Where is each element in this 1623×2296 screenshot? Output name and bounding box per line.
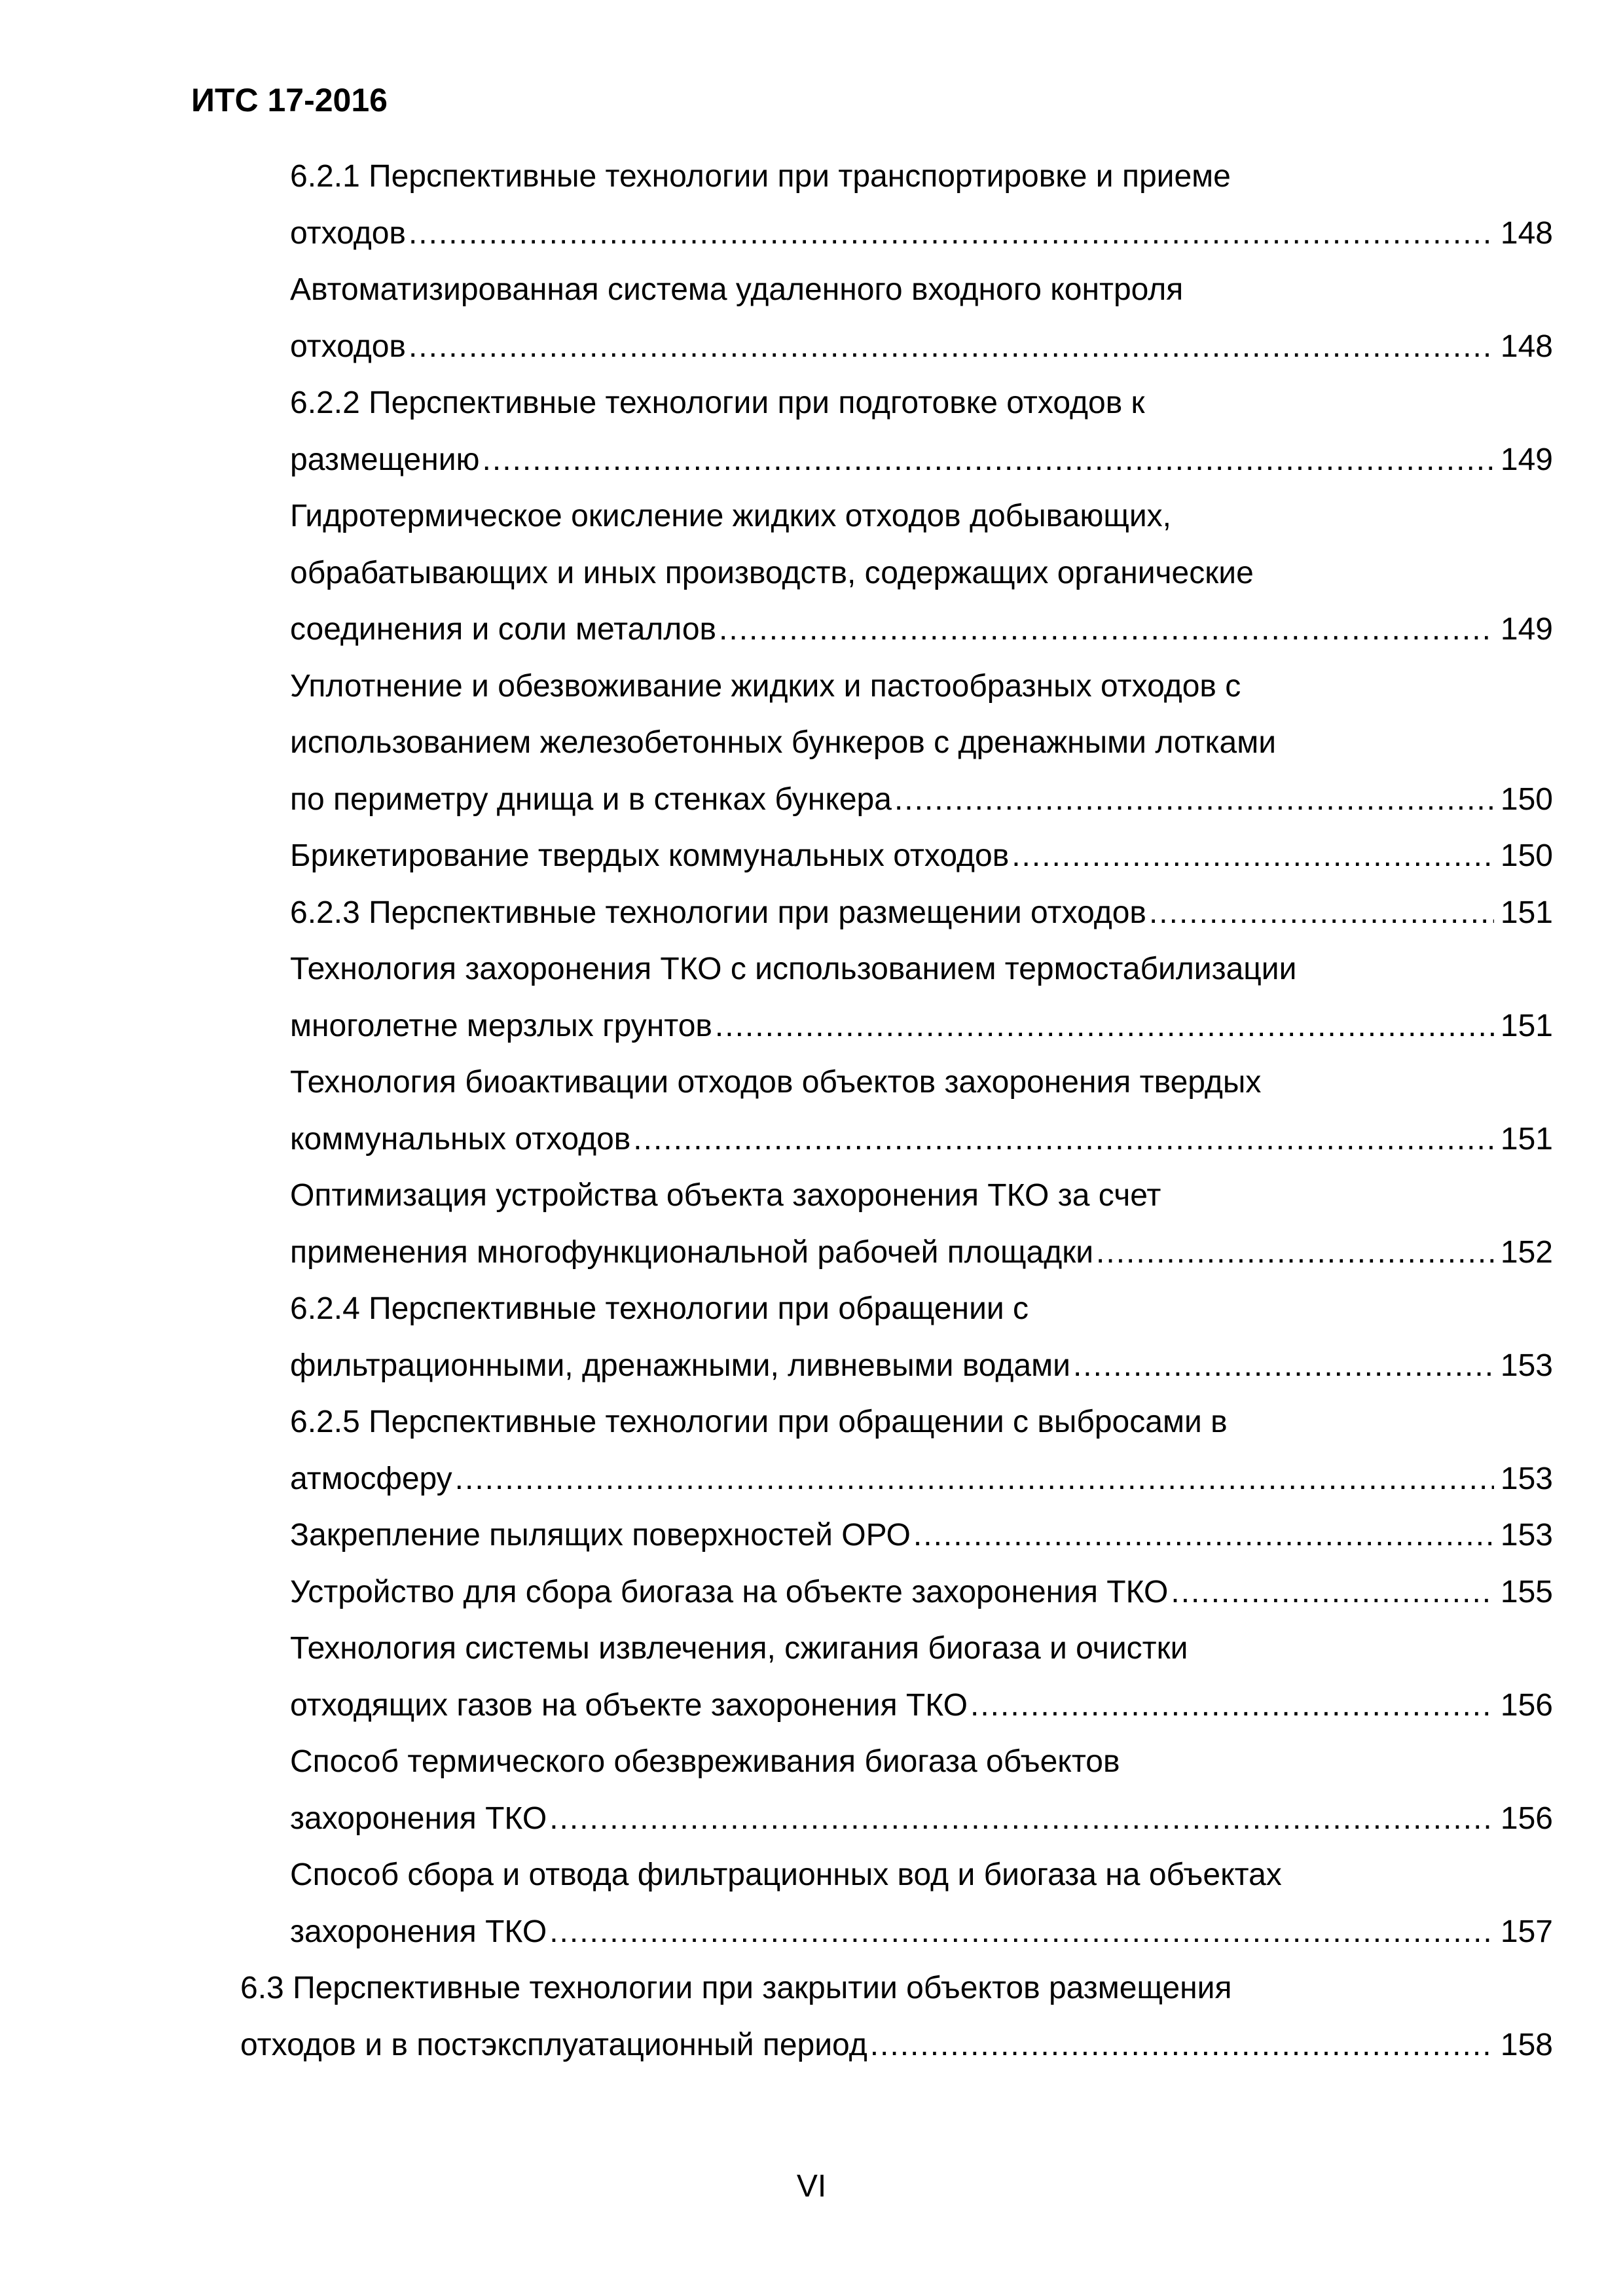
toc-entry-line-with-page <box>290 1564 1553 1621</box>
toc-entry-line: Гидротермическое окисление жидких отходов добывающих, <box>290 499 1171 533</box>
toc-entry-text: Закрепление пылящих поверхностей ОРО <box>290 1518 911 1552</box>
toc-dot-leader <box>894 772 1494 828</box>
toc-entry-line-with-page <box>290 828 1553 884</box>
toc-entry-line-with-page <box>290 772 1553 828</box>
toc-entry-line: Способ термического обезвреживания биогаза объектов <box>290 1744 1120 1779</box>
toc-page-number: 156 <box>1500 1687 1553 1723</box>
toc-dot-leader <box>483 432 1494 488</box>
toc-entry-line: 6.3 Перспективные технологии при закрытии объектов размещения <box>240 1971 1232 2005</box>
toc-entry-line-with-page <box>290 1904 1553 1960</box>
toc-page-number: 148 <box>1500 329 1553 364</box>
toc-dot-leader <box>719 601 1494 658</box>
toc-page-number: 155 <box>1500 1574 1553 1609</box>
toc-dot-leader <box>1171 1564 1494 1621</box>
toc-dot-leader <box>1073 1338 1494 1394</box>
toc-page-number: 153 <box>1500 1518 1553 1552</box>
toc-dot-leader <box>1149 885 1494 941</box>
toc-entry-text: Устройство для сбора биогаза на объекте захоронения ТКО <box>290 1574 1169 1609</box>
toc-entry-line-with-page <box>290 1451 1553 1507</box>
toc-dot-leader <box>1012 828 1494 884</box>
toc-entry-line: 6.2.1 Перспективные технологии при транспортировке и приеме <box>290 159 1231 194</box>
toc-entry-text: 6.2.3 Перспективные технологии при размещении отходов <box>290 895 1146 930</box>
toc-page-number: 151 <box>1500 895 1553 930</box>
toc-entry-line-with-page <box>290 998 1553 1054</box>
toc-entry-line-with-page <box>290 1225 1553 1281</box>
toc-entry-text: отходов <box>290 329 406 364</box>
toc-entry-line: обрабатывающих и иных производств, содержащих органические <box>290 555 1254 590</box>
toc-entry-line: использованием железобетонных бункеров с дренажными лотками <box>290 725 1277 760</box>
toc-entry-line: Технология захоронения ТКО с использованием термостабилизации <box>290 952 1297 986</box>
toc-entry-text: применения многофункциональной рабочей площадки <box>290 1234 1094 1270</box>
toc-entry-text: отходящих газов на объекте захоронения ТКО <box>290 1687 968 1723</box>
toc-entry-text: размещению <box>290 442 480 477</box>
toc-page-number: 149 <box>1500 442 1553 477</box>
toc-dot-leader <box>549 1791 1494 1847</box>
toc-entry-line-with-page <box>290 885 1553 941</box>
toc-page-number: 150 <box>1500 838 1553 873</box>
toc-page-number: 153 <box>1500 1461 1553 1496</box>
toc-entry-line: Способ сбора и отвода фильтрационных вод и биогаза на объектах <box>290 1857 1282 1892</box>
toc-entry-line: 6.2.4 Перспективные технологии при обращении с <box>290 1291 1029 1326</box>
toc-entry-text: захоронения ТКО <box>290 1914 547 1949</box>
toc-entry-text: фильтрационными, дренажными, ливневыми водами <box>290 1348 1070 1383</box>
toc-entry-line-with-page <box>290 601 1553 658</box>
page-number: VI <box>796 2169 827 2204</box>
toc-entry-text: отходов и в постэксплуатационный период <box>240 2027 867 2062</box>
toc-entry-line: Уплотнение и обезвоживание жидких и пастообразных отходов с <box>290 668 1241 704</box>
toc-entry-line: Технология биоактивации отходов объектов захоронения твердых <box>290 1065 1262 1100</box>
toc-entry-text: многолетне мерзлых грунтов <box>290 1008 712 1043</box>
toc-entry-text: захоронения ТКО <box>290 1801 547 1836</box>
toc-entry-line-with-page <box>290 1507 1553 1564</box>
toc-dot-leader <box>970 1677 1494 1734</box>
toc-entry-text: соединения и соли металлов <box>290 612 717 647</box>
toc-dot-leader <box>409 206 1494 262</box>
toc-entry-text: атмосферу <box>290 1461 452 1496</box>
toc-entry-line-with-page <box>290 1791 1553 1847</box>
toc-page-number: 151 <box>1500 1008 1553 1043</box>
toc-page-number: 150 <box>1500 781 1553 817</box>
toc-dot-leader <box>633 1111 1494 1168</box>
toc-entry-line-with-page <box>290 1677 1553 1734</box>
toc-entry-line: Автоматизированная система удаленного входного контроля <box>290 272 1184 307</box>
toc-page-number: 151 <box>1500 1121 1553 1157</box>
toc-entry-line-with-page <box>290 206 1553 262</box>
toc-dot-leader <box>549 1904 1494 1960</box>
toc-entry-text: отходов <box>290 215 406 251</box>
document-code: ИТС 17-2016 <box>191 82 388 118</box>
toc-entry-line-with-page <box>290 1338 1553 1394</box>
toc-dot-leader <box>715 998 1494 1054</box>
toc-dot-leader <box>409 319 1494 375</box>
toc-entry-text: коммунальных отходов <box>290 1121 631 1157</box>
toc-page-number: 156 <box>1500 1801 1553 1836</box>
toc-page-number: 153 <box>1500 1348 1553 1383</box>
toc-entry-line: Технология системы извлечения, сжигания биогаза и очистки <box>290 1631 1188 1666</box>
toc-dot-leader <box>913 1507 1494 1564</box>
toc-dot-leader <box>1096 1225 1494 1281</box>
toc-entry-line-with-page <box>290 432 1553 488</box>
toc-entry-line: 6.2.5 Перспективные технологии при обращении с выбросами в <box>290 1405 1228 1439</box>
toc-entry-line: Оптимизация устройства объекта захоронения ТКО за счет <box>290 1178 1161 1213</box>
toc-page-number: 149 <box>1500 612 1553 647</box>
toc-page-number: 152 <box>1500 1234 1553 1270</box>
toc-page-number: 148 <box>1500 215 1553 251</box>
toc-entry-line: 6.2.2 Перспективные технологии при подготовке отходов к <box>290 386 1145 420</box>
toc-entry-line-with-page <box>240 2017 1553 2073</box>
toc-page-number: 157 <box>1500 1914 1553 1949</box>
toc-entry-text: Брикетирование твердых коммунальных отходов <box>290 838 1010 873</box>
toc-entry-text: по периметру днища и в стенках бункера <box>290 781 892 817</box>
toc-page-number: 158 <box>1500 2027 1553 2062</box>
toc-entry-line-with-page <box>290 1111 1553 1168</box>
toc-dot-leader <box>870 2017 1494 2073</box>
toc-dot-leader <box>455 1451 1494 1507</box>
toc-entry-line-with-page <box>290 319 1553 375</box>
